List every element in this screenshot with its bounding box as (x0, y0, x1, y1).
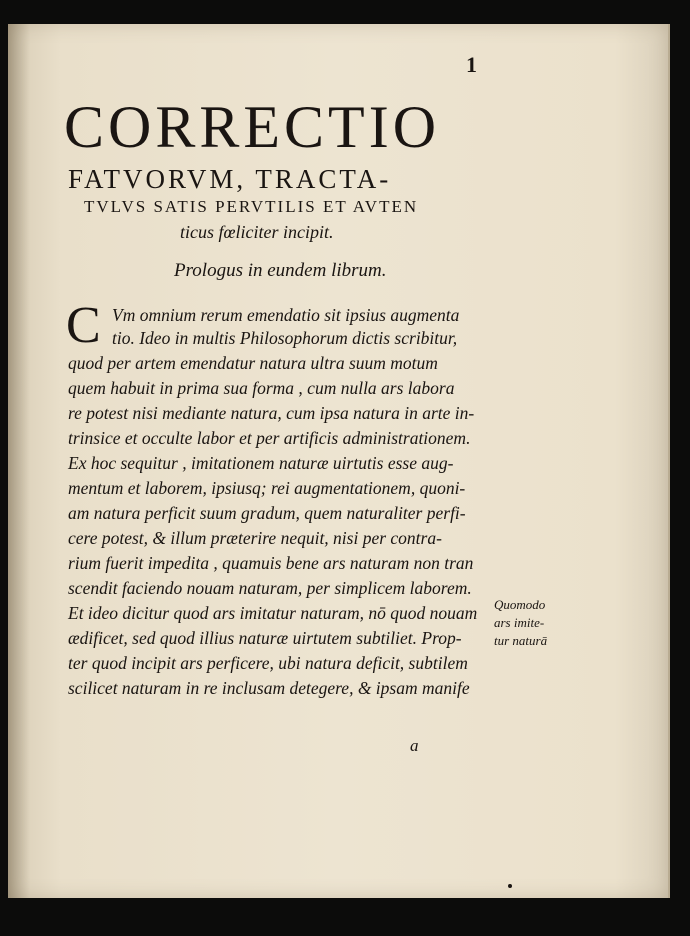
body-line: Ex hoc sequitur , imitationem naturæ uirtutis esse aug- (68, 453, 454, 473)
body-line: tio. Ideo in multis Philosophorum dictis scribitur, (112, 328, 458, 348)
title-line-1: CORRECTIO (64, 94, 441, 160)
book-page (8, 24, 670, 898)
body-line: scilicet naturam in re inclusam detegere, & ipsam manife (68, 678, 470, 698)
body-line: cere potest, & illum præterire nequit, nisi per contra- (68, 528, 442, 548)
marginal-note-line: tur naturā (494, 633, 548, 648)
body-line: mentum et laborem, ipsiusq; rei augmentationem, quoni- (68, 478, 466, 498)
folio-number: 1 (466, 52, 477, 77)
marginal-note-line: ars imite- (494, 615, 545, 630)
body-line: rium fuerit impedita , quamuis bene ars naturam non tran (68, 553, 474, 573)
body-line: re potest nisi mediante natura, cum ipsa natura in arte in- (68, 403, 475, 423)
body-line: trinsice et occulte labor et per artificis administrationem. (68, 428, 471, 448)
body-line: ter quod incipit ars perficere, ubi natura deficit, subtilem (68, 653, 468, 673)
signature-mark: a (410, 736, 419, 755)
body-line: quod per artem emendatur natura ultra suum motum (68, 353, 438, 373)
body-line: scendit faciendo nouam naturam, per simplicem laborem. (68, 578, 472, 598)
body-line: quem habuit in prima sua forma , cum nulla ars labora (68, 378, 455, 398)
title-line-2: FATVORVM, TRACTA- (68, 164, 392, 194)
prologue-heading: Prologus in eundem librum. (174, 260, 387, 281)
marginal-note-line: Quomodo (494, 597, 546, 612)
title-line-4: ticus fœliciter incipit. (180, 222, 334, 242)
title-line-3: TVLVS SATIS PERVTILIS ET AVTEN (84, 197, 419, 216)
body-line: am natura perficit suum gradum, quem naturaliter perfi- (68, 503, 466, 523)
body-line: Et ideo dicitur quod ars imitatur naturam, nō quod nouam (68, 603, 478, 623)
ink-speck (508, 884, 512, 888)
body-line: ædificet, sed quod illius naturæ uirtutem subtiliet. Prop- (68, 628, 462, 648)
drop-capital: C (66, 297, 101, 354)
body-line: Vm omnium rerum emendatio sit ipsius augmenta (112, 305, 460, 325)
spine-shadow (8, 24, 30, 898)
